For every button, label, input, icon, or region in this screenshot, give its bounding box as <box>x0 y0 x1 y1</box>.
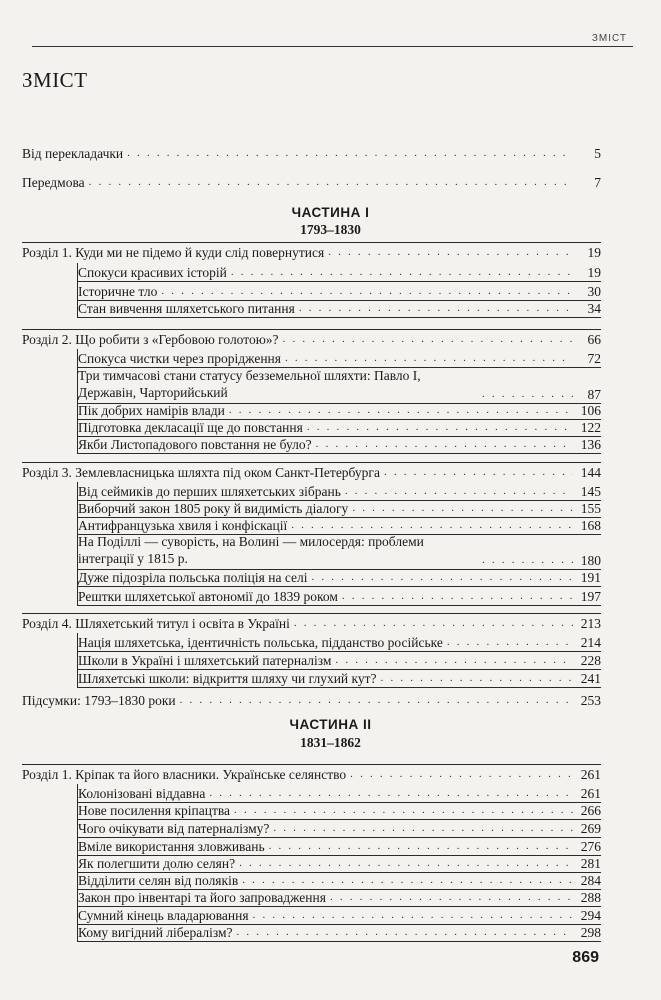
toc-section <box>78 650 601 670</box>
dot-leader <box>294 615 573 632</box>
toc-entry-title: Чого очікувати від патерналізму? <box>78 821 270 836</box>
toc-entry-page: 213 <box>580 616 601 631</box>
toc-section <box>78 298 601 318</box>
dot-leader <box>381 670 573 687</box>
toc-entry-title: Шляхетські школи: відкриття шляху чи глухий кут? <box>78 671 377 686</box>
toc-entry-page: 144 <box>580 465 601 480</box>
toc-entry-title: Колонізовані віддавна <box>78 786 206 801</box>
toc-entry-page: 281 <box>580 856 601 871</box>
toc-entry-title: Спокуси красивих історій <box>78 265 227 280</box>
dot-leader <box>311 569 573 586</box>
toc-entry-front <box>22 143 601 162</box>
toc-entry-page: 87 <box>587 387 601 402</box>
toc-section <box>78 800 601 820</box>
toc-entry-title: Передмова <box>22 175 85 190</box>
toc-entry-title: Якби Листопадового повстання не було? <box>78 437 312 452</box>
toc-section <box>78 922 601 942</box>
toc-entry-title: Кому вигідний лібералізм? <box>78 925 233 940</box>
toc-entry-page: 145 <box>580 484 601 499</box>
toc-entry-title: Відділити селян від поляків <box>78 873 239 888</box>
toc-entry-title: Розділ 3. Землевласницька шляхта під оком Санкт-Петербурга <box>22 465 380 480</box>
toc-entry-page: 253 <box>580 693 601 708</box>
toc-section <box>78 262 601 282</box>
toc-entry-title: Підсумки: 1793–1830 роки <box>22 693 176 708</box>
toc-section <box>78 515 601 535</box>
toc-entry-title: Дуже підозріла польська поліція на селі <box>78 570 308 585</box>
toc-entry-front <box>22 172 601 191</box>
part-years: 1793–1830 <box>300 222 361 237</box>
toc-section <box>78 348 601 368</box>
dot-leader <box>273 820 573 837</box>
toc-chapter <box>22 242 601 261</box>
toc-entry-page: 168 <box>580 518 601 533</box>
toc-entry-page: 122 <box>580 420 601 435</box>
toc-entry-page: 34 <box>587 301 601 316</box>
dot-leader <box>316 436 573 453</box>
toc-entry-page: 269 <box>580 821 601 836</box>
toc-chapter <box>22 329 601 348</box>
toc-section <box>78 367 601 404</box>
toc-entry-title: На Поділлі — суворість, на Волині — милосердя: проблеми інтеграції у 1815 р. <box>78 534 424 566</box>
toc-section <box>78 533 601 570</box>
toc-entry-page: 30 <box>587 284 601 299</box>
toc-entry-title: Рештки шляхетської автономії до 1839 роком <box>78 589 338 604</box>
toc-entry-page: 106 <box>580 403 601 418</box>
toc-entry-page: 66 <box>587 332 601 347</box>
dot-leader <box>285 350 573 367</box>
part-title: ЧАСТИНА II <box>289 717 372 732</box>
page-number: 869 <box>572 949 599 966</box>
dot-leader <box>350 766 573 783</box>
toc-entry-page: 288 <box>580 890 601 905</box>
toc-entry-title: Закон про інвентарі та його запровадження <box>78 890 326 905</box>
toc-entry-title: Розділ 2. Що робити з «Гербовою голотою»? <box>22 332 279 347</box>
toc-entry-title: Розділ 4. Шляхетський титул і освіта в Україні <box>22 616 290 631</box>
toc-section <box>78 586 601 606</box>
toc-section <box>78 887 601 907</box>
dot-leader <box>447 634 573 651</box>
part-title: ЧАСТИНА I <box>291 205 370 220</box>
dot-leader <box>291 517 573 534</box>
toc-entry-title: Як полегшити долю селян? <box>78 856 236 871</box>
toc-entry-page: 298 <box>580 925 601 940</box>
toc-entry-page: 266 <box>580 803 601 818</box>
running-head: ЗМІСТ <box>591 33 627 44</box>
dot-leader <box>328 244 573 261</box>
dot-leader <box>283 331 573 348</box>
toc-entry-title: Вміле використання зловживань <box>78 839 265 854</box>
toc-entry-page: 241 <box>580 671 601 686</box>
toc-entry-page: 19 <box>587 245 601 260</box>
toc-entry-page: 136 <box>580 437 601 452</box>
toc-entry-title: Нове посилення кріпацтва <box>78 803 231 818</box>
part-years: 1831–1862 <box>300 735 361 750</box>
toc-entry-title: Три тимчасові стани статусу безземельної шляхти: Павло I, Державін, Чарторийський <box>78 368 421 400</box>
toc-chapter <box>22 764 601 783</box>
toc-entry-title: Підготовка декласації ще до повстання <box>78 420 303 435</box>
toc-entry-title: Від перекладачки <box>22 146 124 161</box>
toc-section <box>78 632 601 652</box>
dot-leader <box>89 174 573 191</box>
dot-leader <box>335 652 573 669</box>
dot-leader <box>299 300 573 317</box>
toc-entry-page: 155 <box>580 501 601 516</box>
toc-entry-page: 197 <box>580 589 601 604</box>
dot-leader <box>231 264 573 281</box>
toc-entry-page: 214 <box>580 635 601 650</box>
toc-entry-title: Виборчий закон 1805 року й видимість діалогу <box>78 501 349 516</box>
toc-entry-page: 19 <box>587 265 601 280</box>
toc-entry-page: 180 <box>580 553 601 568</box>
toc-entry-page: 294 <box>580 908 601 923</box>
toc-entry-page: 228 <box>580 653 601 668</box>
dot-leader <box>234 802 573 819</box>
toc-entry-page: 261 <box>580 767 601 782</box>
toc-entry-page: 72 <box>587 351 601 366</box>
toc-entry-page: 284 <box>580 873 601 888</box>
toc-entry-page: 5 <box>594 146 601 161</box>
toc-entry-title: Пік добрих намірів влади <box>78 403 225 418</box>
toc-entry-title: Стан вивчення шляхетського питання <box>78 301 295 316</box>
toc-entry-title: Розділ 1. Куди ми не підемо й куди слід повернутися <box>22 245 325 260</box>
toc-section <box>78 434 601 454</box>
toc-entry-title: Спокуса чистки через прорідження <box>78 351 281 366</box>
dot-leader <box>127 145 573 162</box>
dot-leader <box>180 692 573 709</box>
toc-section <box>78 668 601 688</box>
toc-section <box>78 567 601 587</box>
toc-summary <box>22 690 601 709</box>
toc-chapter <box>22 462 601 481</box>
toc-entry-page: 261 <box>580 786 601 801</box>
toc-chapter <box>22 613 601 632</box>
toc-entry-title: Школи в Україні і шляхетський патерналізм <box>78 653 332 668</box>
dot-leader <box>330 889 573 906</box>
toc-entry-title: Сумний кінець владарювання <box>78 908 249 923</box>
toc-entry-page: 191 <box>580 570 601 585</box>
dot-leader <box>342 588 573 605</box>
toc-title: ЗМІСТ <box>22 68 88 92</box>
toc-entry-title: Історичне тло <box>78 284 158 299</box>
header-rule <box>32 46 633 47</box>
toc-section <box>78 818 601 838</box>
toc-entry-title: Розділ 1. Кріпак та його власники. Українське селянство <box>22 767 347 782</box>
toc-entry-page: 7 <box>594 175 601 190</box>
dot-leader <box>384 464 573 481</box>
toc-entry-title: Нація шляхетська, ідентичність польська, підданство російське <box>78 635 443 650</box>
toc-entry-title: Антифранцузька хвиля і конфіскації <box>78 518 288 533</box>
dot-leader <box>237 924 574 941</box>
toc-entry-title: Від сеймиків до перших шляхетських зібрань <box>78 484 341 499</box>
toc-entry-page: 276 <box>580 839 601 854</box>
